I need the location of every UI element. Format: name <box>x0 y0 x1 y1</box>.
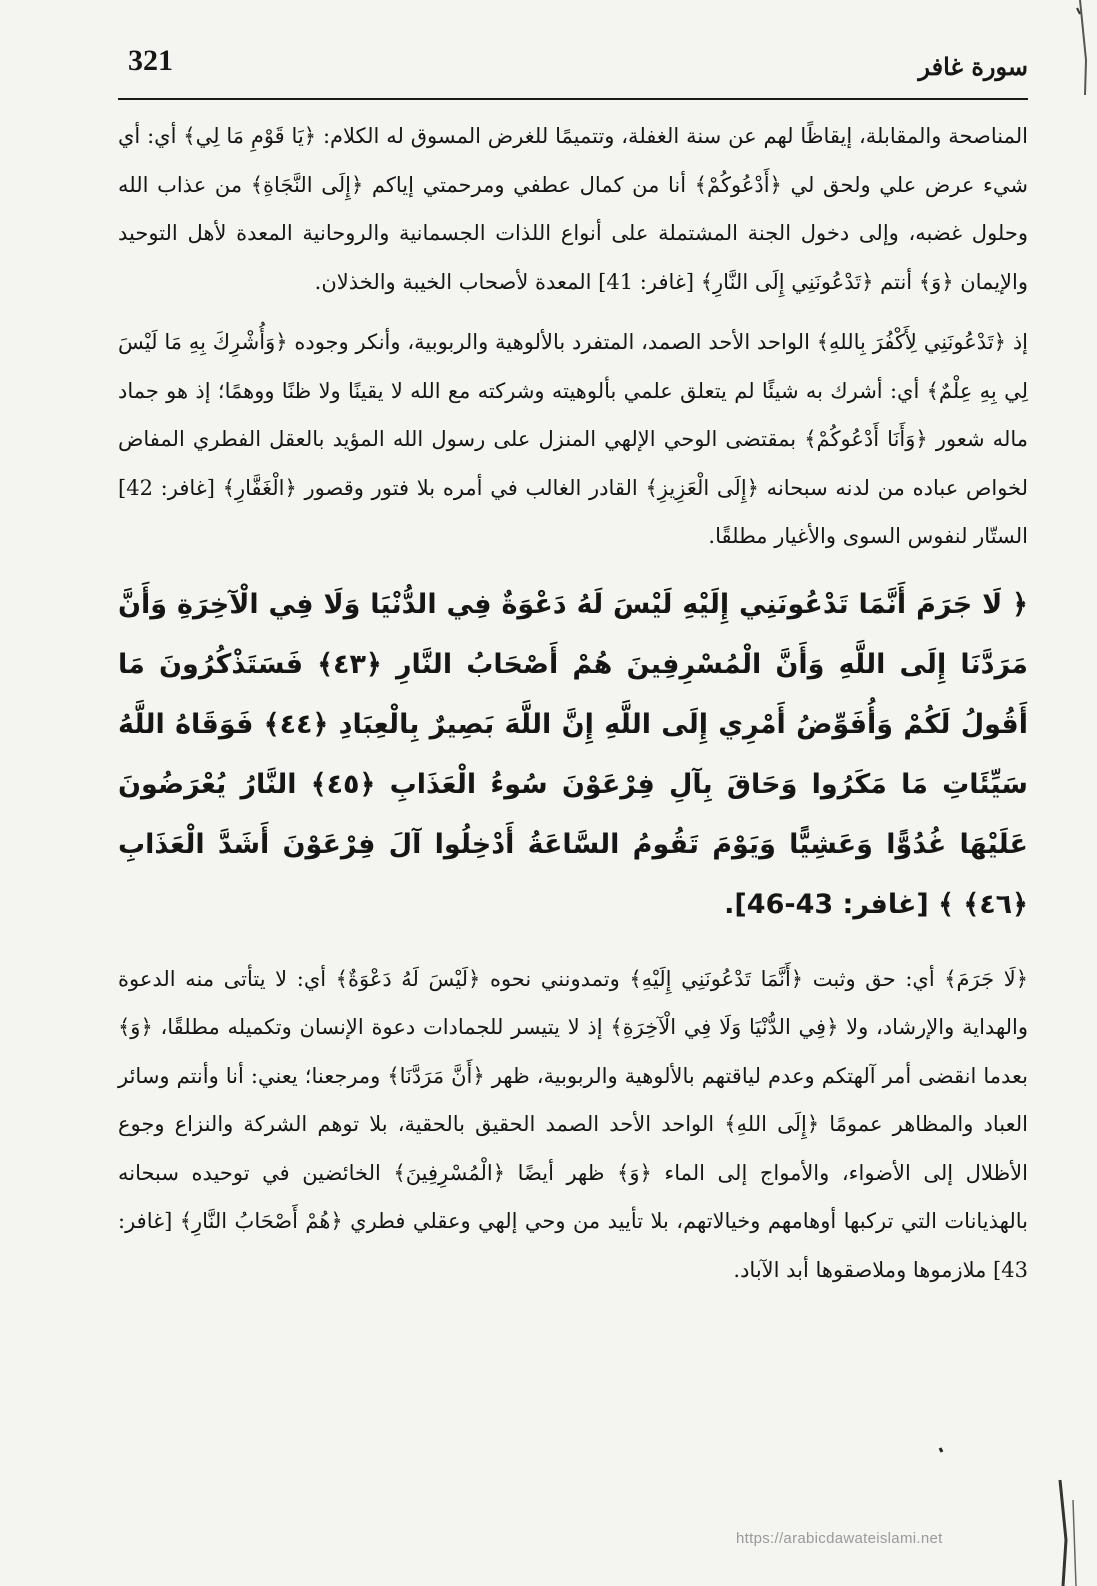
quran-verses-block: ﴿ لَا جَرَمَ أَنَّمَا تَدْعُونَنِي إِلَيْهِ لَيْسَ لَهُ دَعْوَةٌ فِي الدُّنْيَا وَلَا فِي الْآخِرَةِ وَأَنَّ مَرَدَّنَا إِلَى اللَّهِ وَأَنَّ الْمُسْرِفِينَ هُمْ أَصْحَابُ النَّارِ ﴿٤٣﴾ فَسَتَذْكُرُونَ مَا أَقُولُ لَكُمْ وَأُفَوِّضُ أَمْرِي إِلَى اللَّهِ إِنَّ اللَّهَ بَصِيرٌ بِالْعِبَادِ ﴿٤٤﴾ فَوَقَاهُ اللَّهُ سَيِّئَاتِ مَا مَكَرُوا وَحَاقَ بِآلِ فِرْعَوْنَ سُوءُ الْعَذَابِ ﴿٤٥﴾ النَّارُ يُعْرَضُونَ عَلَيْهَا غُدُوًّا وَعَشِيًّا وَيَوْمَ تَقُومُ السَّاعَةُ أَدْخِلُوا آلَ فِرْعَوْنَ أَشَدَّ الْعَذَابِ ﴿٤٦﴾ ﴾ [غافر: 43-46]. <box>118 588 1028 920</box>
surah-title: سورة غافر <box>918 52 1028 81</box>
page-header <box>118 38 1028 100</box>
paragraph-2: إذ ﴿تَدْعُونَنِي لِأَكْفُرَ بِاللهِ﴾ الواحد الأحد الصمد، المتفرد بالألوهية والربوبية، وأنكر وجوده ﴿وَأُشْرِكَ بِهِ مَا لَيْسَ لِي بِهِ عِلْمٌ﴾ أي: أشرك به شيئًا لم يتعلق علمي بألوهيته وشركته مع الله لا يقينًا ولا ظنًا ووهمًا؛ إذ هو جماد ماله شعور ﴿وَأَنَا أَدْعُوكُمْ﴾ بمقتضى الوحي الإلهي المنزل على رسول الله المؤيد بالعقل الفطري المفاض لخواص عباده من لدنه سبحانه ﴿إِلَى الْعَزِيزِ﴾ القادر الغالب في أمره بلا فتور وقصور ﴿الْغَفَّارِ﴾ [غافر: 42] الستّار لنفوس السوى والأغيار مطلقًا. <box>118 330 1028 548</box>
paragraph-1: المناصحة والمقابلة، إيقاظًا لهم عن سنة الغفلة، وتتميمًا للغرض المسوق له الكلام: ﴿يَا قَوْمِ مَا لِي﴾ أي: أي شيء عرض علي ولحق لي ﴿أَدْعُوكُمْ﴾ أنا من كمال عطفي ومرحمتي إياكم ﴿إِلَى النَّجَاةِ﴾ من عذاب الله وحلول غضبه، وإلى دخول الجنة المشتملة على أنواع اللذات الجسمانية والروحانية المعدة لأهل التوحيد والإيمان ﴿وَ﴾ أنتم ﴿تَدْعُونَنِي إِلَى النَّارِ﴾ [غافر: 41] المعدة لأصحاب الخيبة والخذلان. <box>118 124 1028 294</box>
page-number: 321 <box>128 44 173 77</box>
paragraph-3: ﴿لَا جَرَمَ﴾ أي: حق وثبت ﴿أَنَّمَا تَدْعُونَنِي إِلَيْهِ﴾ وتمدونني نحوه ﴿لَيْسَ لَهُ دَعْوَةٌ﴾ أي: لا يتأتى منه الدعوة والهداية والإرشاد، ولا ﴿فِي الدُّنْيَا وَلَا فِي الْآخِرَةِ﴾ إذ لا يتيسر للجمادات دعوة الإنسان وتكميله مطلقًا، ﴿وَ﴾ بعدما انقضى أمر آلهتكم وعدم لياقتهم بالألوهية والربوبية، ظهر ﴿أَنَّ مَرَدَّنَا﴾ ومرجعنا؛ يعني: أنا وأنتم وسائر العباد والمظاهر عمومًا ﴿إِلَى اللهِ﴾ الواحد الأحد الصمد الحقيق بالحقية، بلا توهم الشركة والنزاع وجوع الأظلال إلى الأضواء، والأمواج إلى الماء ﴿وَ﴾ ظهر أيضًا ﴿الْمُسْرِفِينَ﴾ الخائضين في توحيده سبحانه بالهذيانات التي تركبها أوهامهم وخيالاتهم، بلا تأييد من وحي إلهي وعقلي فطري ﴿هُمْ أَصْحَابُ النَّارِ﴾ [غافر: 43] ملازموها وملاصقوها أبد الآباد. <box>118 966 1028 1282</box>
watermark-url: https://arabicdawateislami.net <box>736 1530 943 1547</box>
commentary-body <box>118 112 1028 1306</box>
